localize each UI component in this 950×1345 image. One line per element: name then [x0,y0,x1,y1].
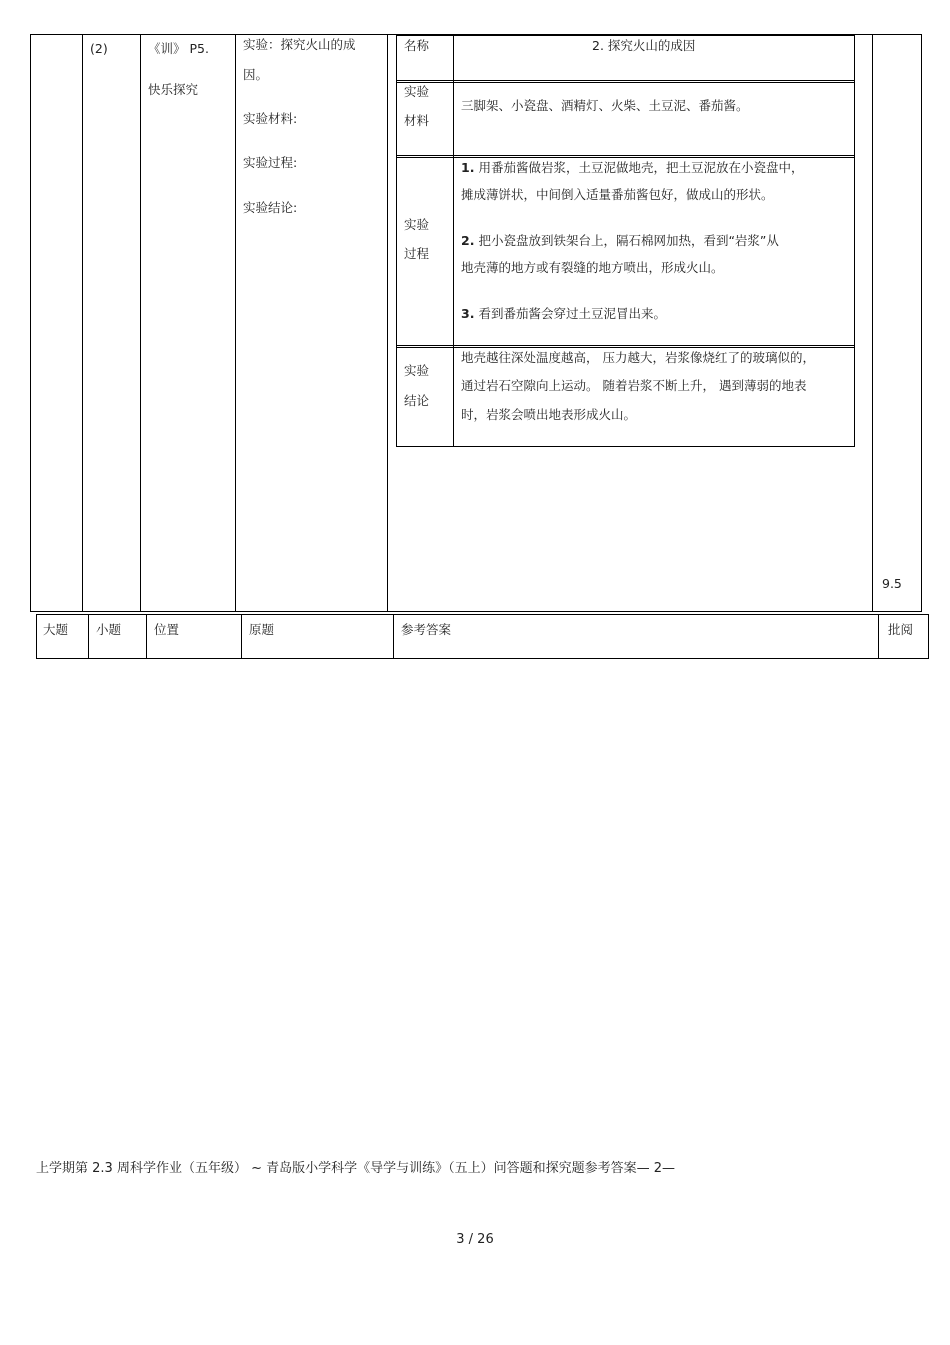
name-label: 名称 [404,38,430,53]
inner-row-divider [396,80,855,81]
step-number: 3. [461,306,475,321]
table-divider [82,34,83,612]
inner-row-divider [396,82,855,83]
process-label-2: 过程 [404,246,430,261]
question-conclusion: 实验结论: [243,200,298,215]
page-footer: 上学期第 2.3 周科学作业（五年级） ~ 青岛版小学科学《导学与训练》（五上）问答题和探究题参考答案— 2— [36,1161,676,1176]
name-value: 2. 探究火山的成因 [592,38,696,53]
question-process: 实验过程: [243,155,298,170]
question-materials: 实验材料: [243,111,298,126]
step-number: 1. [461,160,475,175]
materials-label-2: 材料 [404,113,430,128]
header-divider [88,614,89,659]
conclusion-label-1: 实验 [404,363,430,378]
process-step-1-line-1 [461,156,803,179]
header-col-question: 原题 [249,622,275,637]
materials-value: 三脚架、小瓷盘、酒精灯、火柴、土豆泥、番茄酱。 [461,98,749,113]
page-number: 3 / 26 [456,1232,494,1247]
conclusion-line-2: 通过岩石空隙向上运动。 随着岩浆不断上升， 遇到薄弱的地表 [461,378,807,393]
question-line-1: 实验：探究火山的成 [243,37,356,52]
header-col-minor: 小题 [96,622,122,637]
step-text: 把小瓷盘放到铁架台上，隔石棉网加热，看到“岩浆”从 [478,233,779,248]
step-text: 用番茄酱做岩浆，土豆泥做地壳，把土豆泥放在小瓷盘中， [478,160,804,175]
process-step-3-line-1 [461,302,666,325]
table-divider [387,34,388,612]
conclusion-label-2: 结论 [404,393,430,408]
score: 9.5 [882,576,902,591]
question-line-2: 因。 [243,67,269,82]
inner-table-divider [453,35,454,447]
header-col-answer: 参考答案 [401,622,452,637]
header-divider [878,614,879,659]
process-step-1-line-2: 摊成薄饼状，中间倒入适量番茄酱包好，做成山的形状。 [461,187,774,202]
header-col-review: 批阅 [888,622,914,637]
materials-label-1: 实验 [404,84,430,99]
position-line-1: 《训》 P5. [148,41,209,56]
position-line-2: 快乐探究 [148,82,199,97]
header-divider [146,614,147,659]
process-step-2-line-1 [461,229,779,252]
step-number: 2. [461,233,475,248]
header-divider [393,614,394,659]
step-text: 看到番茄酱会穿过土豆泥冒出来。 [478,306,666,321]
sub-question-number: (2) [90,41,108,56]
table-divider [235,34,236,612]
header-col-major: 大题 [43,622,69,637]
process-label-1: 实验 [404,217,430,232]
process-step-2-line-2: 地壳薄的地方或有裂缝的地方喷出，形成火山。 [461,260,724,275]
table-divider [140,34,141,612]
header-col-position: 位置 [154,622,180,637]
conclusion-line-1: 地壳越往深处温度越高， 压力越大，岩浆像烧红了的玻璃似的， [461,350,815,365]
table-divider [872,34,873,612]
conclusion-line-3: 时，岩浆会喷出地表形成火山。 [461,407,637,422]
header-divider [241,614,242,659]
